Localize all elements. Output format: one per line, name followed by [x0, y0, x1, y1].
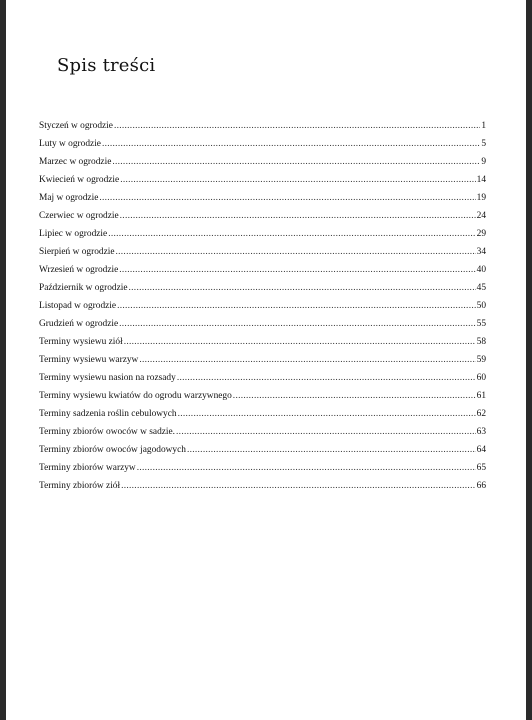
toc-entry-label: Wrzesień w ogrodzie	[39, 265, 119, 275]
toc-entry-label: Czerwiec w ogrodzie	[39, 211, 119, 221]
toc-leader-dots	[120, 175, 475, 185]
toc-leader-dots	[114, 121, 480, 131]
toc-entry-page: 5	[481, 139, 486, 149]
toc-entry-label: Terminy zbiorów owoców jagodowych	[39, 445, 186, 455]
toc-entry-label: Styczeń w ogrodzie	[39, 121, 113, 131]
toc-leader-dots	[119, 265, 475, 275]
page-title: Spis treści	[57, 55, 156, 76]
toc-entry[interactable]	[39, 193, 486, 211]
toc-entry-page: 66	[476, 481, 486, 491]
toc-leader-dots	[187, 445, 476, 455]
toc-entry[interactable]	[39, 427, 486, 445]
toc-entry[interactable]	[39, 175, 486, 193]
toc-entry-page: 55	[476, 319, 486, 329]
toc-entry-page: 61	[476, 391, 486, 401]
toc-entry[interactable]	[39, 265, 486, 283]
toc-entry[interactable]	[39, 319, 486, 337]
toc-entry[interactable]	[39, 211, 486, 229]
toc-leader-dots	[137, 463, 476, 473]
toc-leader-dots	[108, 229, 475, 239]
toc-entry-page: 29	[476, 229, 486, 239]
toc-entry-label: Marzec w ogrodzie	[39, 157, 112, 167]
toc-entry[interactable]	[39, 121, 486, 139]
toc-leader-dots	[139, 355, 475, 365]
toc-entry-page: 1	[481, 121, 486, 131]
toc-entry-label: Listopad w ogrodzie	[39, 301, 117, 311]
toc-leader-dots	[117, 301, 476, 311]
toc-entry-page: 14	[476, 175, 486, 185]
toc-entry-label: Maj w ogrodzie	[39, 193, 99, 203]
toc-entry[interactable]	[39, 301, 486, 319]
toc-leader-dots	[129, 283, 476, 293]
toc-entry-label: Luty w ogrodzie	[39, 139, 101, 149]
toc-leader-dots	[102, 139, 480, 149]
toc-entry-page: 65	[476, 463, 486, 473]
toc-entry-label: Terminy zbiorów ziół	[39, 481, 121, 491]
toc-entry-page: 50	[476, 301, 486, 311]
toc-leader-dots	[112, 157, 480, 167]
toc-leader-dots	[233, 391, 476, 401]
toc-leader-dots	[177, 373, 476, 383]
toc-entry[interactable]	[39, 283, 486, 301]
toc-entry-label: Grudzień w ogrodzie	[39, 319, 119, 329]
toc-entry-page: 58	[476, 337, 486, 347]
toc-entry-label: Kwiecień w ogrodzie	[39, 175, 120, 185]
toc-entry-label: Terminy zbiorów warzyw	[39, 463, 136, 473]
toc-entry[interactable]	[39, 355, 486, 373]
toc-list	[39, 121, 486, 499]
toc-entry-page: 40	[476, 265, 486, 275]
toc-entry[interactable]	[39, 409, 486, 427]
toc-leader-dots	[176, 427, 476, 437]
toc-leader-dots	[99, 193, 475, 203]
toc-entry-label: Lipiec w ogrodzie	[39, 229, 108, 239]
toc-entry[interactable]	[39, 391, 486, 409]
toc-entry[interactable]	[39, 247, 486, 265]
toc-entry-label: Terminy wysiewu kwiatów do ogrodu warzywnego	[39, 391, 232, 401]
toc-entry[interactable]	[39, 463, 486, 481]
toc-leader-dots	[178, 409, 476, 419]
toc-entry-label: Październik w ogrodzie	[39, 283, 128, 293]
toc-leader-dots	[119, 319, 475, 329]
toc-entry[interactable]	[39, 481, 486, 499]
toc-entry-label: Terminy wysiewu ziół	[39, 337, 123, 347]
toc-entry-label: Terminy wysiewu nasion na rozsady	[39, 373, 176, 383]
toc-entry[interactable]	[39, 229, 486, 247]
toc-entry-label: Terminy zbiorów owoców w sadzie.	[39, 427, 176, 437]
toc-entry-page: 24	[476, 211, 486, 221]
toc-entry-label: Sierpień w ogrodzie	[39, 247, 115, 257]
toc-leader-dots	[120, 211, 476, 221]
toc-entry[interactable]	[39, 445, 486, 463]
toc-entry-page: 64	[476, 445, 486, 455]
toc-entry-page: 9	[481, 157, 486, 167]
toc-entry-label: Terminy sadzenia roślin cebulowych	[39, 409, 177, 419]
toc-leader-dots	[121, 481, 476, 491]
toc-entry-page: 34	[476, 247, 486, 257]
toc-entry-label: Terminy wysiewu warzyw	[39, 355, 139, 365]
toc-entry-page: 19	[476, 193, 486, 203]
toc-entry[interactable]	[39, 337, 486, 355]
toc-entry-page: 63	[476, 427, 486, 437]
toc-entry-page: 59	[476, 355, 486, 365]
toc-entry-page: 45	[476, 283, 486, 293]
toc-entry[interactable]	[39, 157, 486, 175]
toc-leader-dots	[116, 247, 476, 257]
toc-entry-page: 60	[476, 373, 486, 383]
toc-entry[interactable]	[39, 139, 486, 157]
document-page	[6, 0, 526, 720]
toc-entry[interactable]	[39, 373, 486, 391]
toc-leader-dots	[124, 337, 476, 347]
toc-entry-page: 62	[476, 409, 486, 419]
